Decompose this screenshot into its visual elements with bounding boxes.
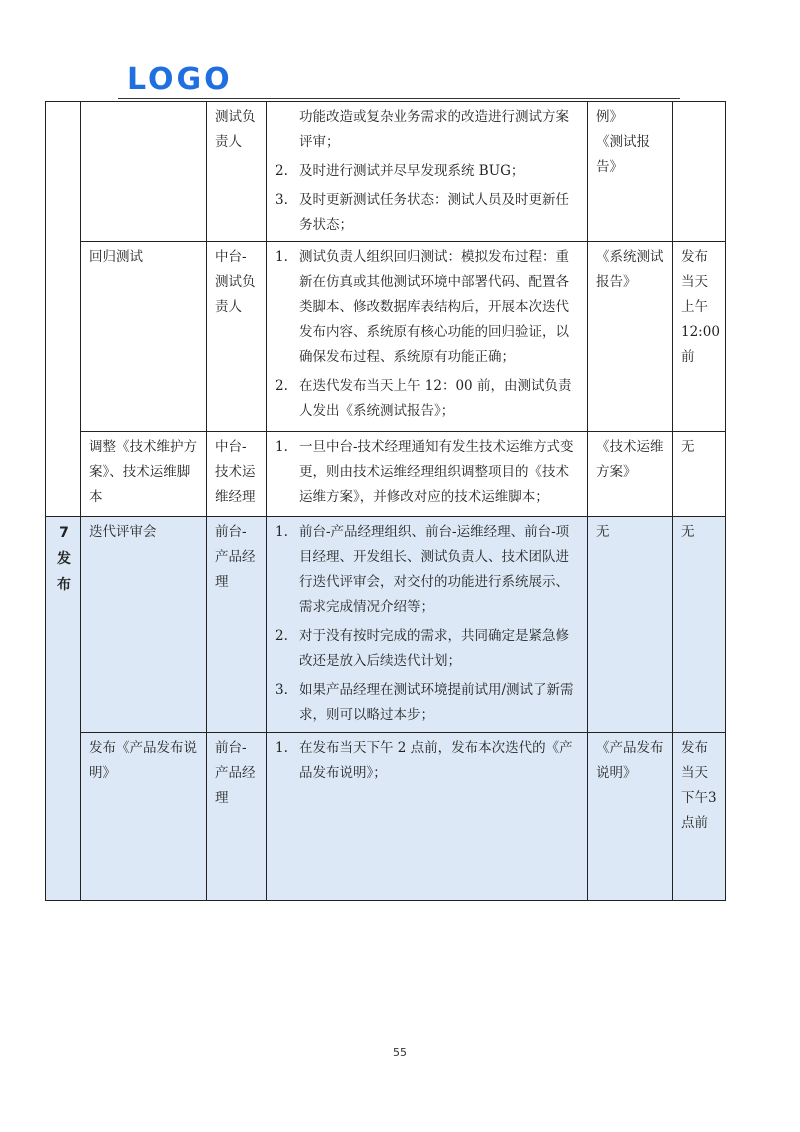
task-cell: 调整《技术维护方案》、技术运维脚本 (81, 432, 207, 517)
phase-name: 发布 (57, 551, 71, 593)
list-item: 3. 及时更新测试任务状态：测试人员及时更新任务状态； (275, 192, 569, 233)
output-cell: 《产品发布说明》 (588, 733, 673, 901)
owner-cell: 中台-测试负责人 (207, 242, 267, 432)
list-item: 1. 测试负责人组织回归测试：模拟发布过程：重新在仿真或其他测试环境中部署代码、配置各类脚本、修改数据库表结构后，开展本次迭代发布内容、系统原有核心功能的回归验证，以确保发布过程、系统原有功能正确； (275, 249, 569, 365)
table-row (46, 432, 726, 517)
table-row (46, 733, 726, 901)
task-cell: 发布《产品发布说明》 (81, 733, 207, 901)
description-cell (267, 432, 588, 517)
description-cell (267, 517, 588, 733)
owner-cell: 测试负责人 (207, 102, 267, 242)
process-table (45, 101, 726, 901)
task-cell: 回归测试 (81, 242, 207, 432)
output-cell: 无 (588, 517, 673, 733)
logo: LOGO (127, 62, 233, 97)
output-cell: 《技术运维方案》 (588, 432, 673, 517)
owner-cell: 前台-产品经理 (207, 733, 267, 901)
time-cell: 发布当天上午12:00前 (673, 242, 726, 432)
description-cell (267, 102, 588, 242)
owner-cell: 前台-产品经理 (207, 517, 267, 733)
list-item: 2. 对于没有按时完成的需求，共同确定是紧急修改还是放入后续迭代计划； (275, 628, 569, 669)
phase-number: 7 (59, 525, 69, 541)
page-number: 55 (393, 1046, 407, 1059)
list-item: 1. 在发布当天下午 2 点前，发布本次迭代的《产品发布说明》； (275, 740, 573, 781)
list-item: 2. 在迭代发布当天上午 12：00 前，由测试负责人发出《系统测试报告》； (275, 378, 572, 419)
table-row (46, 517, 726, 733)
list-item: 3. 如果产品经理在测试环境提前试用/测试了新需求，则可以略过本步； (275, 682, 574, 723)
task-cell: 迭代评审会 (81, 517, 207, 733)
list-item: 功能改造或复杂业务需求的改造进行测试方案评审； (299, 109, 569, 150)
phase-cell-empty (46, 102, 81, 517)
list-item: 1. 一旦中台-技术经理通知有发生技术运维方式变更，则由技术运维经理组织调整项目的《技术运维方案》，并修改对应的技术运维脚本； (275, 439, 574, 505)
table-row (46, 102, 726, 242)
list-item: 1. 前台-产品经理组织、前台-运维经理、前台-项目经理、开发组长、测试负责人、技术团队进行迭代评审会，对交付的功能进行系统展示、需求完成情况介绍等； (275, 524, 570, 615)
time-cell: 无 (673, 432, 726, 517)
description-cell (267, 242, 588, 432)
owner-cell: 中台-技术运维经理 (207, 432, 267, 517)
output-cell: 例》 《测试报告》 (588, 102, 673, 242)
header-divider (118, 98, 680, 99)
time-cell: 无 (673, 517, 726, 733)
task-cell (81, 102, 207, 242)
list-item: 2. 及时进行测试并尽早发现系统 BUG； (275, 163, 525, 179)
output-cell: 《系统测试报告》 (588, 242, 673, 432)
phase-cell (46, 517, 81, 901)
description-cell (267, 733, 588, 901)
table-row (46, 242, 726, 432)
time-cell (673, 102, 726, 242)
time-cell: 发布当天下午3点前 (673, 733, 726, 901)
